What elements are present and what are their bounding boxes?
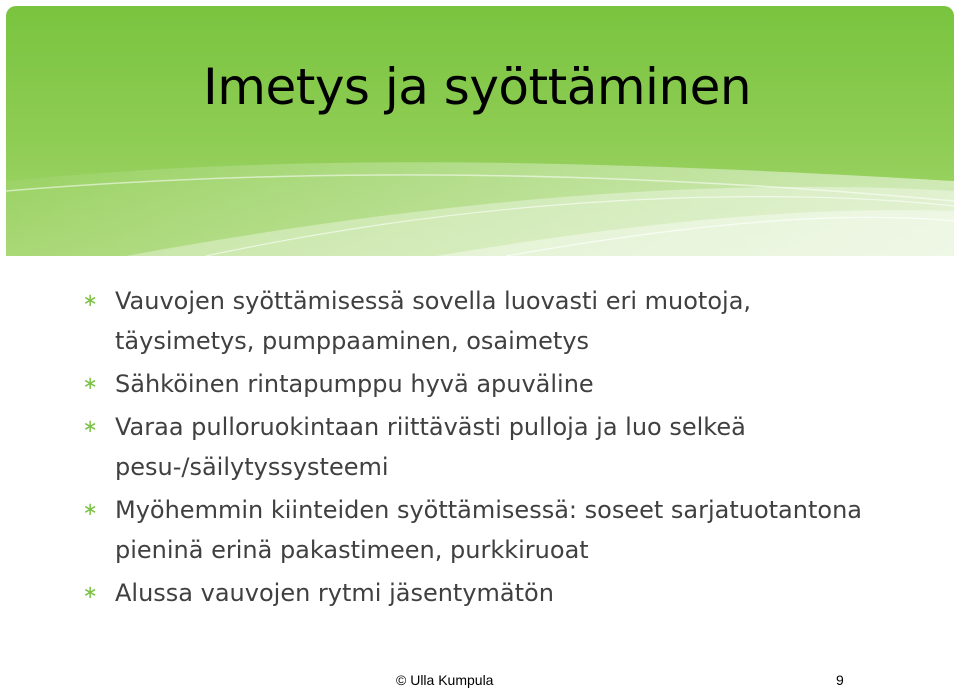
slide-title: Imetys ja syöttäminen xyxy=(203,58,752,116)
list-item xyxy=(82,490,882,570)
bullet-text: Sähköinen rintapumppu hyvä apuväline xyxy=(115,370,594,398)
bullet-text: Varaa pulloruokintaan riittävästi pulloja ja luo selkeä pesu-/säilytyssysteemi xyxy=(115,413,746,481)
list-item xyxy=(82,364,882,404)
asterisk-bullet-icon: ∗ xyxy=(82,416,98,437)
decorative-swoosh xyxy=(6,6,954,256)
list-item xyxy=(82,281,882,361)
page-number: 9 xyxy=(836,672,844,688)
bullet-list xyxy=(82,281,882,616)
list-item xyxy=(82,407,882,487)
asterisk-bullet-icon: ∗ xyxy=(82,582,98,603)
bullet-text: Alussa vauvojen rytmi jäsentymätön xyxy=(115,579,554,607)
asterisk-bullet-icon: ∗ xyxy=(82,499,98,520)
footer-copyright: © Ulla Kumpula xyxy=(396,672,494,688)
asterisk-bullet-icon: ∗ xyxy=(82,373,98,394)
asterisk-bullet-icon: ∗ xyxy=(82,290,98,311)
header-band xyxy=(6,6,954,256)
bullet-text: Myöhemmin kiinteiden syöttämisessä: soseet sarjatuotantona pieninä erinä pakastimeen, purkkiruoat xyxy=(115,496,862,564)
list-item xyxy=(82,573,882,613)
bullet-text: Vauvojen syöttämisessä sovella luovasti eri muotoja, täysimetys, pumppaaminen, osaimetys xyxy=(115,287,752,355)
